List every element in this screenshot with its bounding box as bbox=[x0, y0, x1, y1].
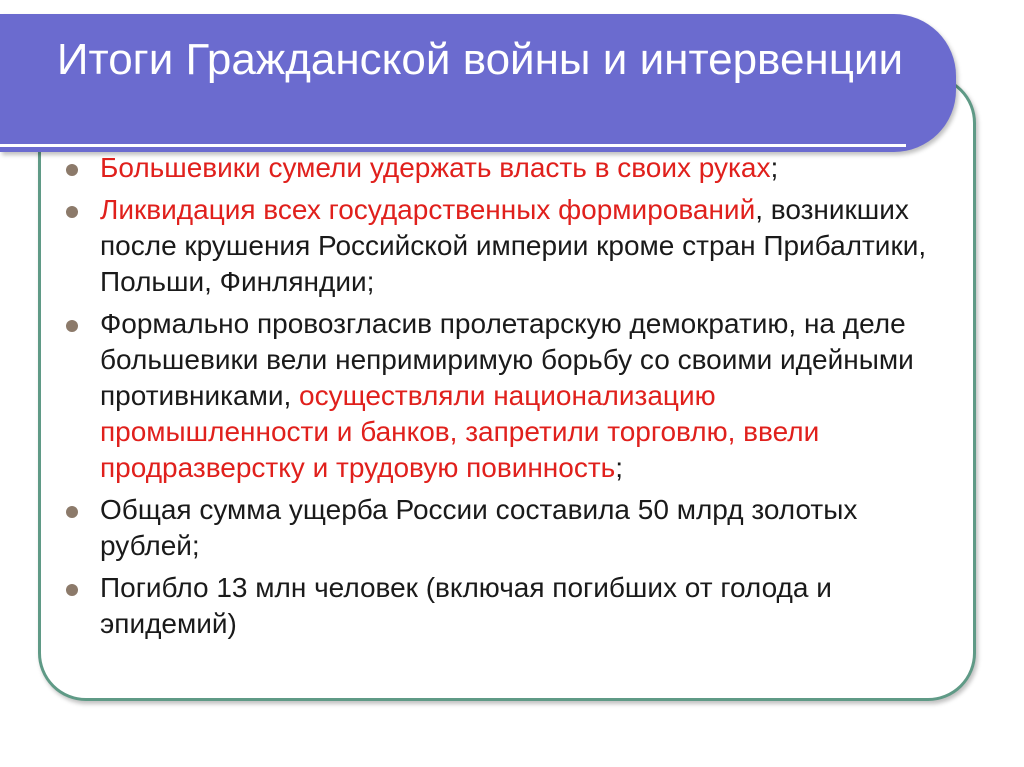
bullet-icon bbox=[66, 584, 78, 596]
bullet-icon bbox=[66, 320, 78, 332]
bullet-icon bbox=[66, 506, 78, 518]
title-band bbox=[0, 14, 956, 152]
bullet-icon bbox=[66, 206, 78, 218]
item-text: ; bbox=[615, 452, 624, 483]
bullet-list bbox=[64, 150, 944, 648]
item-text: Общая сумма ущерба России составила 50 млрд золотых рублей; bbox=[100, 494, 858, 561]
item-text: ; bbox=[770, 152, 779, 183]
list-item bbox=[64, 306, 944, 486]
list-item bbox=[64, 150, 944, 186]
item-text-highlight: осуществляли национализацию промышленности и банков, запретили торговлю, ввели продразверстку и трудовую повинность bbox=[100, 380, 820, 483]
item-text-highlight: Ликвидация всех государственных формирований bbox=[100, 194, 756, 225]
list-item bbox=[64, 570, 944, 642]
item-text: Формально провозгласив пролетарскую демократию, на деле большевики вели непримиримую борьбу со своими идейными противниками, bbox=[100, 308, 914, 411]
title-underline bbox=[0, 144, 906, 147]
list-item bbox=[64, 492, 944, 564]
list-item bbox=[64, 192, 944, 300]
bullet-icon bbox=[66, 164, 78, 176]
item-text: , возникших после крушения Российской империи кроме стран Прибалтики, Польши, Финляндии; bbox=[100, 194, 927, 297]
slide-title: Итоги Гражданской войны и интервенции bbox=[56, 35, 904, 84]
item-text: Погибло 13 млн человек (включая погибших от голода и эпидемий) bbox=[100, 572, 832, 639]
item-text-highlight: Большевики сумели удержать власть в своих руках bbox=[100, 152, 771, 183]
